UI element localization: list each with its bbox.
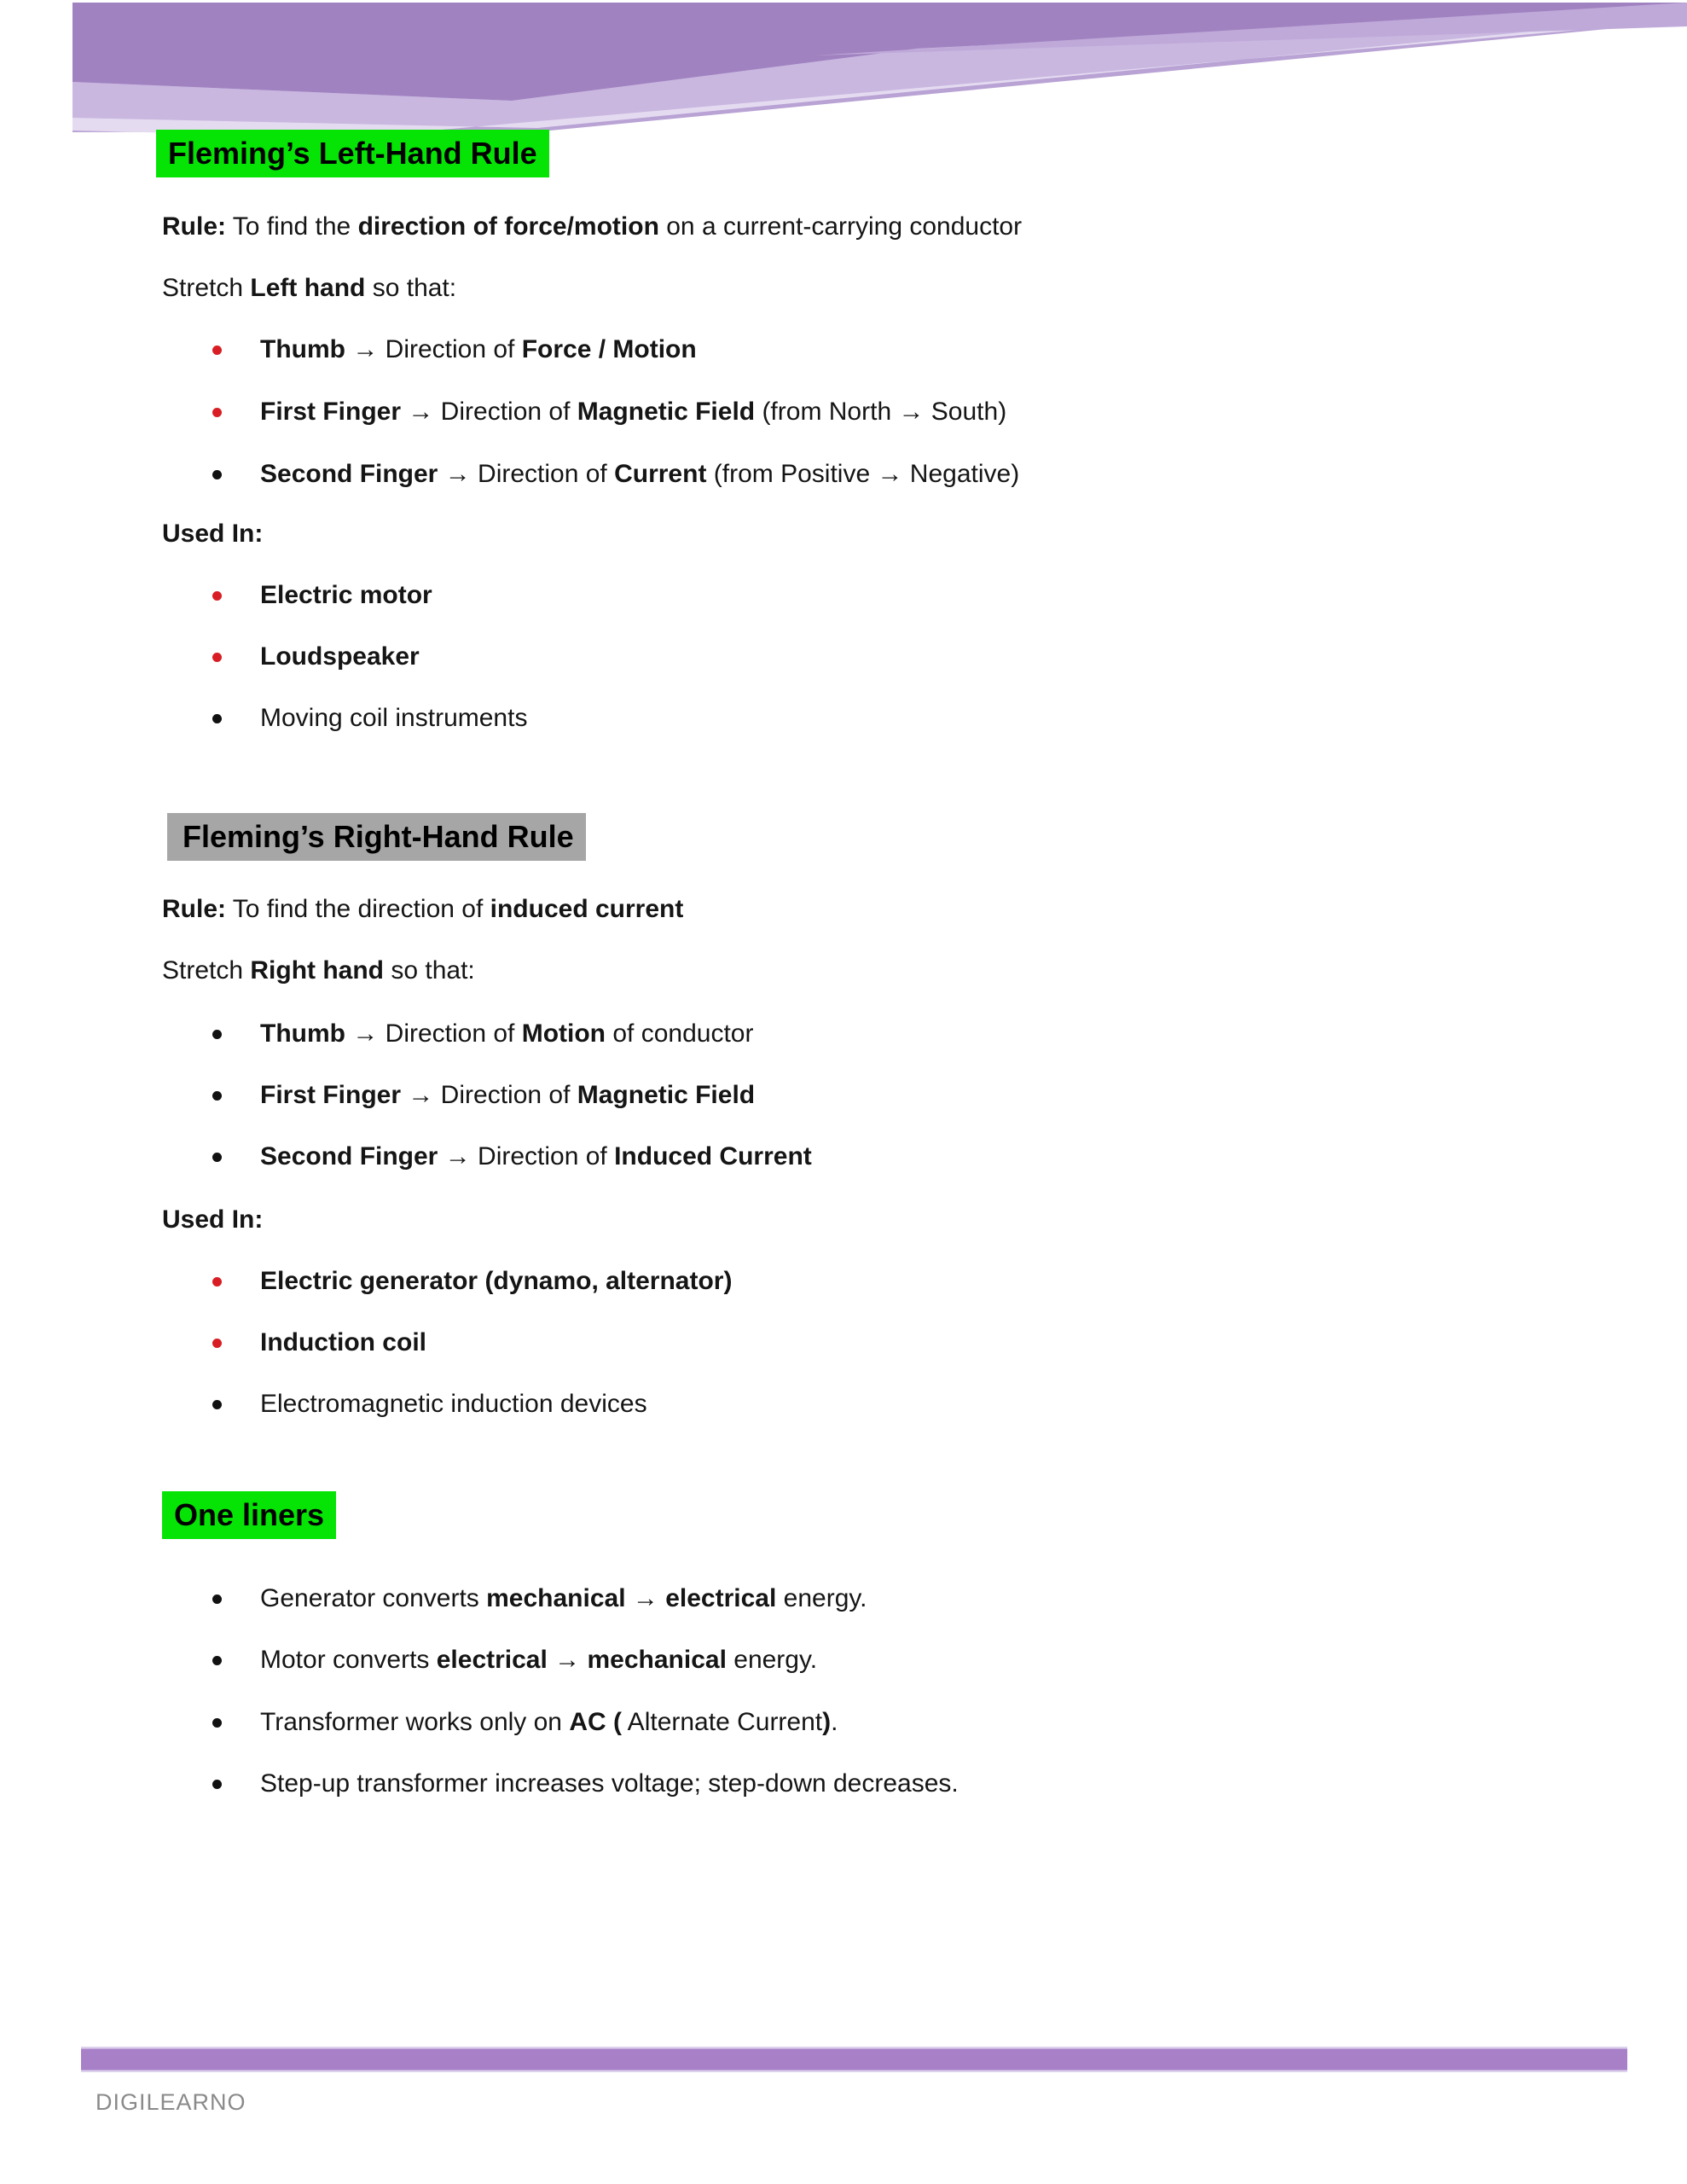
- oneliner-text: Step-up transformer increases voltage; step-down decreases.: [260, 1769, 959, 1798]
- bullet-left-first-finger: [0, 395, 1687, 429]
- bullet-right-app-induction-coil: [0, 1326, 1687, 1360]
- stretch-hand: Left hand: [250, 274, 366, 302]
- oneliner-text: energy.: [776, 1584, 867, 1612]
- oneliner-bold: electrical → mechanical: [436, 1646, 727, 1674]
- oneliner-bold: ): [822, 1708, 832, 1736]
- bullet-dot: [212, 408, 222, 417]
- bullet-dot: [212, 346, 222, 355]
- bullet-right-second-finger: [0, 1140, 1687, 1174]
- oneliner-text: Alternate Current: [622, 1708, 823, 1736]
- bullet-dot: [212, 714, 222, 723]
- bullet-dot: [212, 1153, 222, 1162]
- oneliner-text: Transformer works only on: [260, 1708, 570, 1736]
- section-title-one-liners: One liners: [162, 1491, 336, 1539]
- bullet-oneliner-generator: [0, 1582, 1687, 1616]
- bullet-dot: [212, 1594, 222, 1604]
- rule-label: Rule:: [162, 212, 226, 241]
- bullet-left-app-motor: [0, 578, 1687, 613]
- oneliner-bold: mechanical → electrical: [486, 1584, 777, 1612]
- application-label: Electromagnetic induction devices: [260, 1390, 647, 1418]
- left-used-in-heading: Used In:: [162, 520, 264, 548]
- bullet-dot: [212, 1656, 222, 1665]
- finger-text: of conductor: [606, 1019, 754, 1048]
- bullet-dot: [212, 1277, 222, 1287]
- section-title-right-hand-rule: Fleming’s Right-Hand Rule: [167, 813, 586, 861]
- rule-text: To find the direction of: [226, 895, 490, 923]
- finger-target: Magnetic Field: [577, 398, 756, 426]
- stretch-text: so that:: [365, 274, 457, 302]
- stretch-text: Stretch: [162, 274, 251, 302]
- oneliner-bold: AC (: [569, 1708, 622, 1736]
- bullet-right-app-generator: [0, 1264, 1687, 1298]
- bullet-dot: [212, 1030, 222, 1039]
- application-label: Electric generator (dynamo, alternator): [260, 1267, 733, 1295]
- finger-target: Motion: [521, 1019, 606, 1048]
- finger-name: Thumb: [260, 1019, 345, 1048]
- bullet-left-app-moving-coil: [0, 701, 1687, 735]
- application-label: Moving coil instruments: [260, 704, 528, 732]
- application-label: Electric motor: [260, 581, 432, 609]
- finger-name: Thumb: [260, 335, 345, 363]
- bullet-left-second-finger: [0, 457, 1687, 491]
- bullet-dot: [212, 1091, 222, 1101]
- bullet-dot: [212, 1718, 222, 1728]
- bullet-dot: [212, 1400, 222, 1409]
- finger-text: → Direction of: [345, 1019, 522, 1048]
- application-label: Loudspeaker: [260, 642, 420, 671]
- finger-target: Force / Motion: [521, 335, 697, 363]
- stretch-text: so that:: [384, 956, 475, 985]
- right-stretch-line: [162, 954, 475, 988]
- oneliner-text: energy.: [726, 1646, 818, 1674]
- rule-bold-text: direction of force/motion: [357, 212, 659, 241]
- rule-label: Rule:: [162, 895, 226, 923]
- finger-target: Current: [614, 460, 707, 488]
- finger-note-paren: ): [1011, 460, 1020, 488]
- application-label: Induction coil: [260, 1328, 426, 1356]
- finger-name: Second Finger: [260, 460, 438, 488]
- oneliner-text: Motor converts: [260, 1646, 437, 1674]
- finger-note: (from North → South): [755, 398, 1007, 426]
- finger-text: → Direction of: [401, 398, 577, 426]
- finger-name: First Finger: [260, 398, 402, 426]
- stretch-hand: Right hand: [250, 956, 385, 985]
- left-rule-definition: [162, 210, 1022, 244]
- footer-brand: DIGILEARNO: [96, 2089, 246, 2115]
- bullet-dot: [212, 653, 222, 662]
- finger-text: → Direction of: [401, 1081, 577, 1109]
- finger-target: Magnetic Field: [577, 1081, 756, 1109]
- bullet-dot: [212, 470, 222, 479]
- section-title-left-hand-rule: Fleming’s Left-Hand Rule: [156, 130, 549, 177]
- bullet-oneliner-motor: [0, 1643, 1687, 1677]
- finger-text: → Direction of: [438, 460, 615, 488]
- finger-note: (from Positive → Negative: [706, 460, 1012, 488]
- finger-text: → Direction of: [438, 1142, 615, 1170]
- finger-name: First Finger: [260, 1081, 402, 1109]
- bullet-right-app-emi-devices: [0, 1387, 1687, 1421]
- finger-target: Induced Current: [614, 1142, 812, 1170]
- bullet-left-thumb: [0, 333, 1687, 367]
- stretch-text: Stretch: [162, 956, 251, 985]
- rule-bold-text: induced current: [490, 895, 684, 923]
- bullet-oneliner-transformer: [0, 1705, 1687, 1740]
- rule-text: To find the: [226, 212, 358, 241]
- rule-text: on a current-carrying conductor: [658, 212, 1023, 241]
- bullet-dot: [212, 1780, 222, 1789]
- right-rule-definition: [162, 892, 683, 926]
- left-stretch-line: [162, 271, 456, 305]
- bullet-oneliner-stepup: [0, 1767, 1687, 1801]
- oneliner-text: Generator converts: [260, 1584, 487, 1612]
- header-banner-graphic: [72, 3, 1687, 137]
- oneliner-text: .: [831, 1708, 838, 1736]
- bullet-right-thumb: [0, 1017, 1687, 1051]
- finger-text: → Direction of: [345, 335, 522, 363]
- bullet-dot: [212, 1339, 222, 1348]
- footer-divider-bar: [81, 2047, 1627, 2072]
- right-used-in-heading: Used In:: [162, 1205, 264, 1234]
- bullet-right-first-finger: [0, 1078, 1687, 1112]
- bullet-dot: [212, 591, 222, 601]
- bullet-left-app-loudspeaker: [0, 640, 1687, 674]
- finger-name: Second Finger: [260, 1142, 438, 1170]
